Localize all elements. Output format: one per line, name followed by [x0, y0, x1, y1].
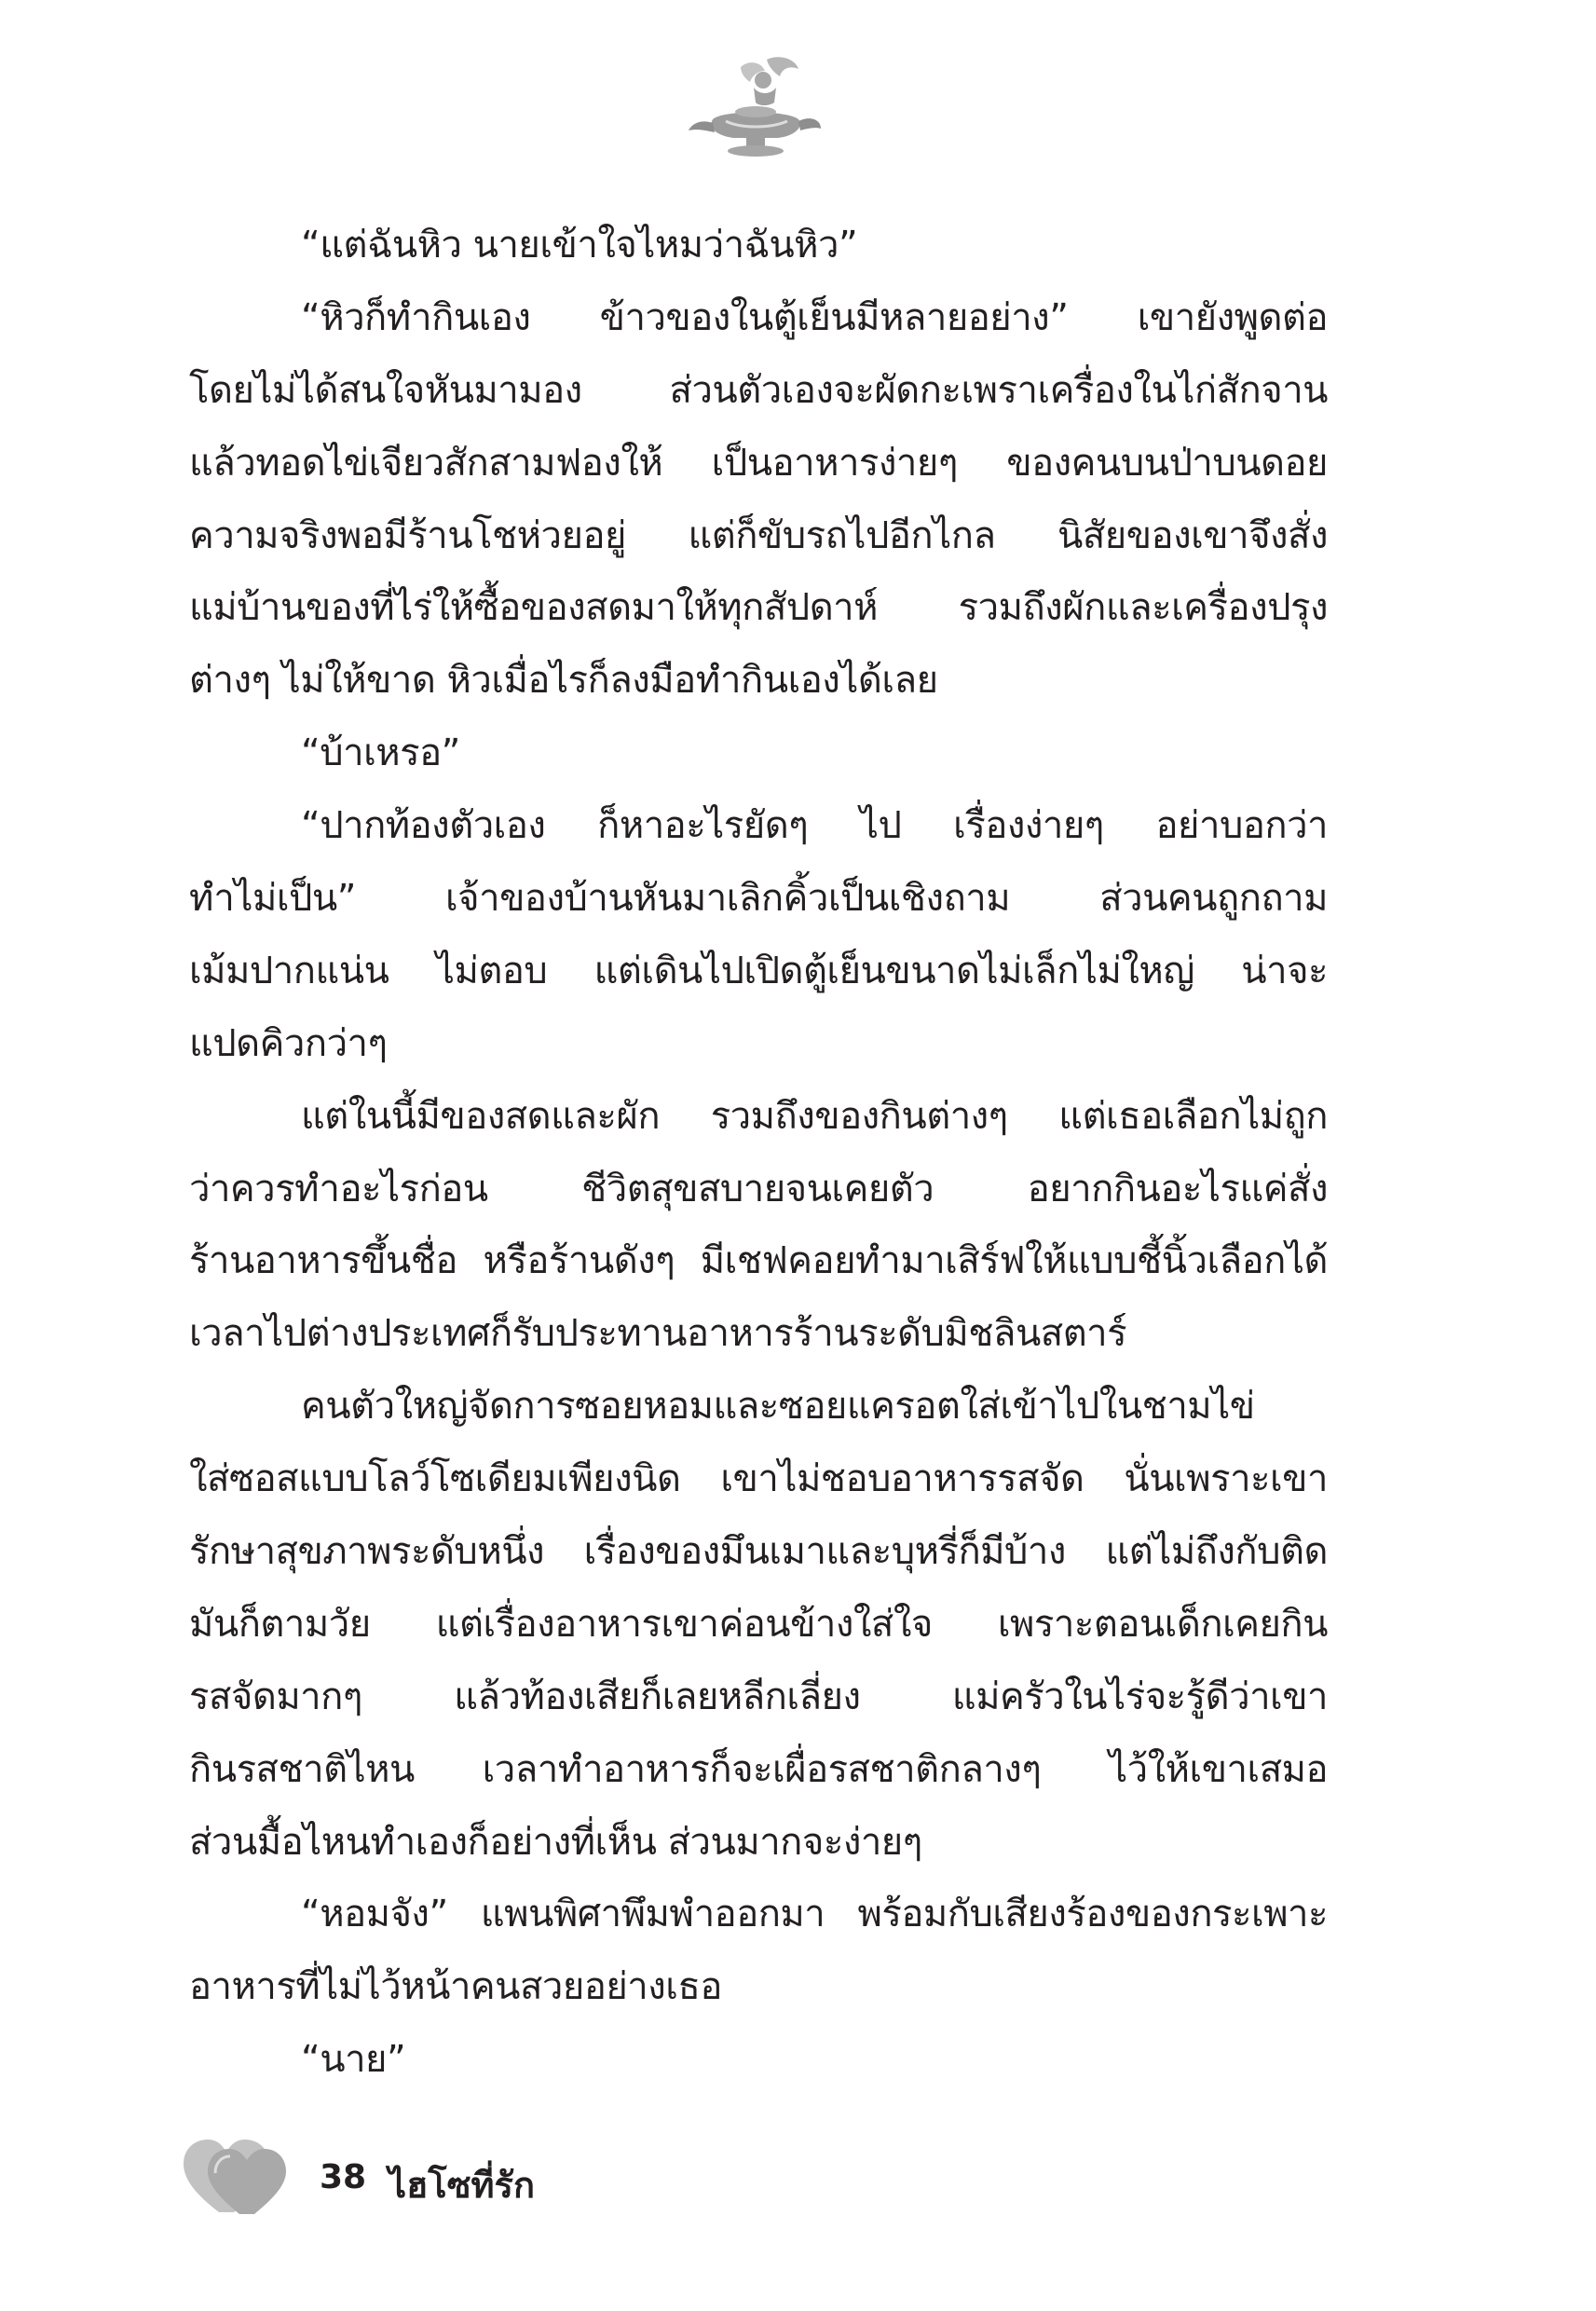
text-line: ความจริงพอมีร้านโชห่วยอยู่ แต่ก็ขับรถไปอีกไกล นิสัยของเขาจึงสั่ง	[189, 513, 1328, 557]
text-line: ใส่ซอสแบบโลว์โซเดียมเพียงนิด เขาไม่ชอบอาหารรสจัด นั่นเพราะเขา	[189, 1457, 1328, 1501]
text-line: แปดคิวกว่าๆ	[189, 1021, 388, 1065]
text-line: อาหารที่ไม่ไว้หน้าคนสวยอย่างเธอ	[189, 1965, 722, 2009]
text-line: “นาย”	[301, 2038, 406, 2082]
text-line: กินรสชาติไหน เวลาทำอาหารก็จะเผื่อรสชาติกลางๆ ไว้ให้เขาเสมอ	[189, 1747, 1328, 1791]
text-line: แต่ในนี้มีของสดและผัก รวมถึงของกินต่างๆ แต่เธอเลือกไม่ถูก	[301, 1094, 1328, 1138]
text-line: คนตัวใหญ่จัดการซอยหอมและซอยแครอตใส่เข้าไปในชามไข่	[301, 1385, 1255, 1429]
text-line: “หิวก็ทำกินเอง ข้าวของในตู้เย็นมีหลายอย่าง” เขายังพูดต่อ	[301, 295, 1328, 339]
text-line: “แต่ฉันหิว นายเข้าใจไหมว่าฉันหิว”	[301, 224, 858, 267]
text-line: แม่บ้านของที่ไร่ให้ซื้อของสดมาให้ทุกสัปดาห์ รวมถึงผักและเครื่องปรุง	[189, 586, 1328, 630]
text-line: รักษาสุขภาพระดับหนึ่ง เรื่องของมึนเมาและบุหรี่ก็มีบ้าง แต่ไม่ถึงกับติด	[189, 1530, 1328, 1574]
text-line: ร้านอาหารขึ้นชื่อ หรือร้านดังๆ มีเชฟคอยทำมาเสิร์ฟให้แบบชี้นิ้วเลือกได้	[189, 1239, 1328, 1283]
text-line: ว่าควรทำอะไรก่อน ชีวิตสุขสบายจนเคยตัว อยากกินอะไรแค่สั่ง	[189, 1167, 1328, 1210]
text-line: ส่วนมื้อไหนทำเองก็อย่างที่เห็น ส่วนมากจะง่ายๆ	[189, 1820, 922, 1864]
cupid-genie-lamp-icon	[685, 54, 825, 161]
text-line: เวลาไปต่างประเทศก็รับประทานอาหารร้านระดับมิชลินสตาร์	[189, 1312, 1127, 1356]
text-line: “บ้าเหรอ”	[301, 732, 460, 775]
text-line: โดยไม่ได้สนใจหันมามอง ส่วนตัวเองจะผัดกะเพราเครื่องในไก่สักจาน	[189, 368, 1328, 412]
text-line: แล้วทอดไข่เจียวสักสามฟองให้ เป็นอาหารง่ายๆ ของคนบนป่าบนดอย	[189, 441, 1328, 485]
page-footer	[182, 2134, 741, 2227]
two-hearts-icon	[182, 2134, 289, 2218]
page-number: 38	[320, 2158, 367, 2196]
text-line: “ปากท้องตัวเอง ก็หาอะไรยัดๆ ไป เรื่องง่ายๆ อย่าบอกว่า	[301, 804, 1328, 848]
book-title: ไฮโซที่รัก	[389, 2165, 535, 2206]
body-text	[189, 210, 1328, 2097]
text-line: รสจัดมากๆ แล้วท้องเสียก็เลยหลีกเลี่ยง แม่ครัวในไร่จะรู้ดีว่าเขา	[189, 1675, 1328, 1718]
text-line: เม้มปากแน่น ไม่ตอบ แต่เดินไปเปิดตู้เย็นขนาดไม่เล็กไม่ใหญ่ น่าจะ	[189, 949, 1328, 992]
text-line: ทำไม่เป็น” เจ้าของบ้านหันมาเลิกคิ้วเป็นเชิงถาม ส่วนคนถูกถาม	[189, 877, 1328, 921]
text-line: ต่างๆ ไม่ให้ขาด หิวเมื่อไรก็ลงมือทำกินเองได้เลย	[189, 659, 938, 703]
text-line: “หอมจัง” แพนพิศาพึมพำออกมา พร้อมกับเสียงร้องของกระเพาะ	[301, 1893, 1328, 1936]
text-line: มันก็ตามวัย แต่เรื่องอาหารเขาค่อนข้างใส่ใจ เพราะตอนเด็กเคยกิน	[189, 1602, 1328, 1646]
